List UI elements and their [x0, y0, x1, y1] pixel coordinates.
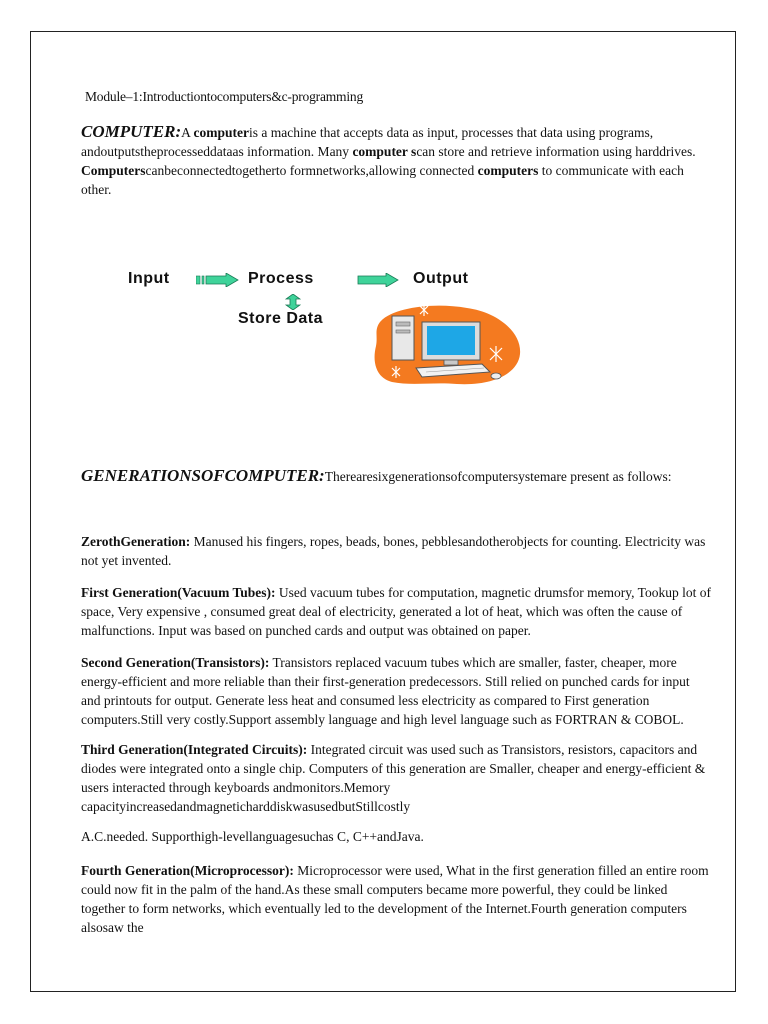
first-generation-text: Used vacuum tubes for computation, magnetic drumsfor memory, Tookup lot of space, Very expensive , consumed great deal of electricity, generated a lot of heat, which was often the cause of malfunctions. Input was based on punched cards and output was obtained on paper.	[81, 585, 711, 638]
computer-definition-paragraph	[81, 122, 711, 199]
arrow-up-down-icon	[285, 294, 301, 310]
input-label: Input	[128, 270, 170, 287]
first-generation-title: First Generation(Vacuum Tubes):	[81, 585, 276, 600]
arrow-right-icon	[356, 273, 400, 287]
intro-bold-4: computers	[477, 163, 539, 178]
second-generation-paragraph	[81, 653, 711, 729]
computer-clipart-icon	[372, 302, 524, 388]
intro-bold-3: Computers	[81, 163, 146, 178]
first-generation-paragraph	[81, 583, 711, 640]
third-generation-title: Third Generation(Integrated Circuits):	[81, 742, 308, 757]
process-label: Process	[248, 270, 314, 287]
fourth-generation-text: Microprocessor were used, What in the first generation filled an entire room could now fit in the palm of the hand.As these small computers became more powerful, they could be linked together to form networks, which eventually led to the development of the Internet.Fourth generation computers alsosaw the	[81, 863, 709, 935]
computer-heading: COMPUTER:	[81, 122, 182, 141]
intro-text-3: can store and retrieve information using harddrives.	[416, 144, 696, 159]
generations-heading: GENERATIONSOFCOMPUTER:	[81, 466, 325, 485]
intro-bold-2: computer s	[352, 144, 417, 159]
intro-text-2: is a machine that accepts data as input, processes that data using programs, andoutputstheprocesseddataas information. Many	[81, 125, 654, 159]
zeroth-generation-title: ZerothGeneration:	[81, 534, 191, 549]
third-generation-continuation: A.C.needed. Supporthigh-levellanguagesuchas C, C++andJava.	[81, 829, 424, 844]
input-process-output-diagram	[120, 262, 530, 392]
generations-heading-paragraph	[81, 466, 711, 486]
third-generation-text: Integrated circuit was used such as Transistors, resistors, capacitors and diodes were integrated onto a single chip. Computers of this generation are Smaller, cheaper and energy-efficient & users interacted through keyboards andmonitors.Memory capacityincreasedandmagneticharddiskwasusedbutStillcostly	[81, 742, 706, 814]
fourth-generation-paragraph	[81, 861, 711, 937]
zeroth-generation-text: Manused his fingers, ropes, beads, bones, pebblesandotherobjects for counting. Electricity was not yet invented.	[81, 534, 706, 568]
intro-text-1: A	[181, 125, 194, 140]
fourth-generation-title: Fourth Generation(Microprocessor):	[81, 863, 294, 878]
intro-text-4: canbeconnectedtogetherto formnetworks,allowing connected	[145, 163, 478, 178]
output-label: Output	[413, 270, 469, 287]
store-data-label: Store Data	[238, 310, 324, 327]
zeroth-generation-paragraph	[81, 532, 711, 570]
third-generation-paragraph	[81, 740, 711, 816]
intro-text-5: to communicate with each other.	[81, 163, 684, 197]
second-generation-title: Second Generation(Transistors):	[81, 655, 270, 670]
second-generation-text: Transistors replaced vacuum tubes which are smaller, faster, cheaper, more energy-efficient and more reliable than their first-generation predecessors. Still relied on punched cards for input and printouts for output. Generate less heat and consumed less electricity as compared to First generation computers.Still very costly.Support assembly language and high level language such as FORTRAN & COBOL.	[81, 655, 690, 727]
generations-heading-text: Therearesixgenerationsofcomputersystemare present as follows:	[324, 469, 672, 484]
intro-bold-1: computer	[193, 125, 249, 140]
arrow-right-icon	[196, 273, 240, 287]
module-title: Module–1:Introductiontocomputers&c-programming	[85, 89, 363, 104]
